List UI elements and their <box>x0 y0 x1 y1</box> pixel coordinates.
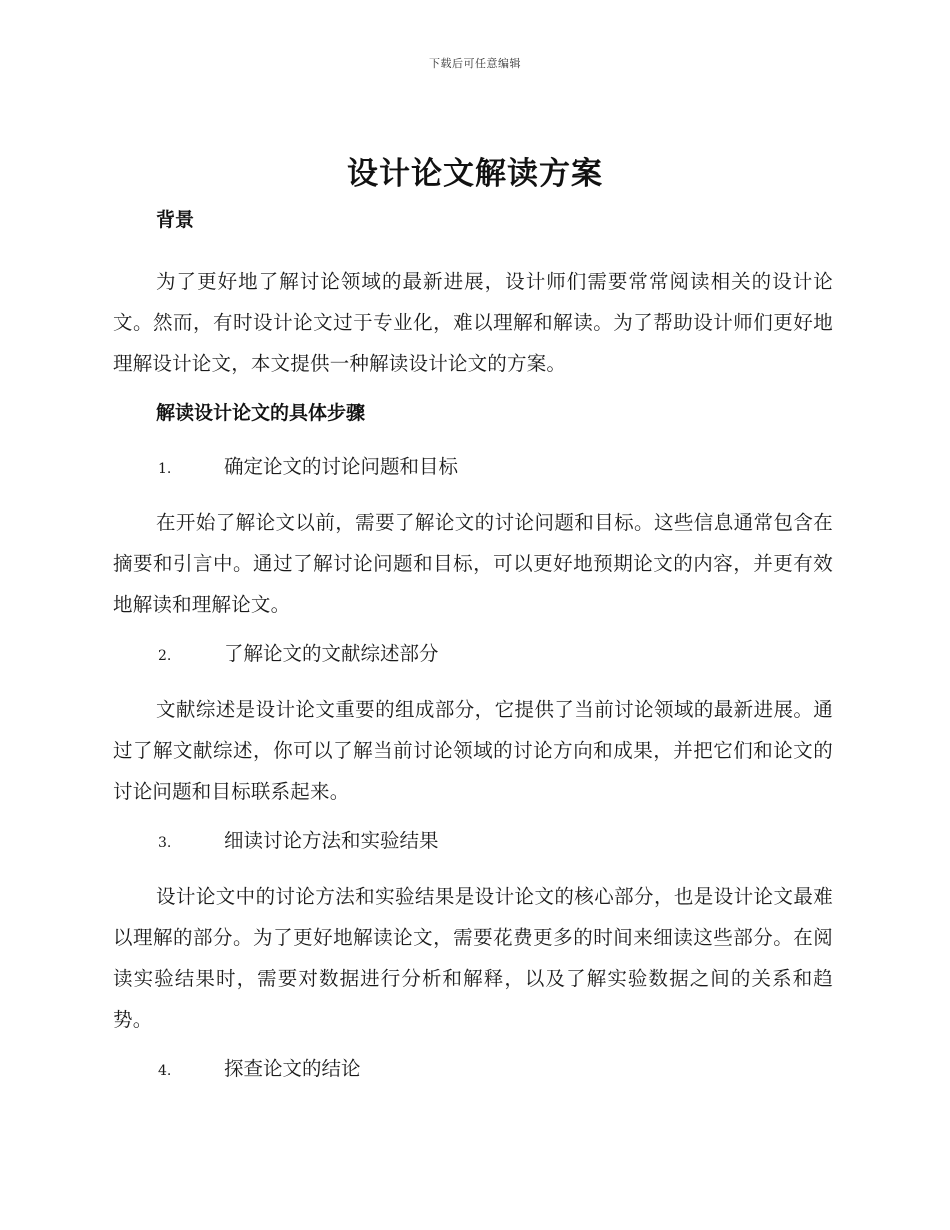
step-4-title <box>113 1054 833 1086</box>
background-paragraph: 为了更好地了解讨论领域的最新进展，设计师们需要常常阅读相关的设计论文。然而，有时设计论文过于专业化，难以理解和解读。为了帮助设计师们更好地理解设计论文，本文提供一种解读设计论文的方案。 <box>113 270 833 375</box>
step-2-label: 了解论文的文献综述部分 <box>224 642 439 665</box>
steps-heading: 解读设计论文的具体步骤 <box>156 402 366 424</box>
step-2-paragraph: 文献综述是设计论文重要的组成部分，它提供了当前讨论领域的最新进展。通过了解文献综述，你可以了解当前讨论领域的讨论方向和成果，并把它们和论文的讨论问题和目标联系起来。 <box>113 698 833 803</box>
step-1-number: 1. <box>158 461 172 477</box>
step-4-number: 4. <box>158 1063 172 1079</box>
step-3-title <box>113 826 833 858</box>
step-3-label: 细读讨论方法和实验结果 <box>224 829 439 852</box>
page-title: 设计论文解读方案 <box>347 156 603 192</box>
step-2-title <box>113 639 833 671</box>
header-note: 下载后可任意编辑 <box>429 57 521 70</box>
step-1-label: 确定论文的讨论问题和目标 <box>224 455 459 478</box>
background-heading: 背景 <box>156 209 195 231</box>
step-1-title <box>113 452 833 484</box>
step-4-label: 探查论文的结论 <box>224 1057 361 1080</box>
step-3-paragraph: 设计论文中的讨论方法和实验结果是设计论文的核心部分，也是设计论文最难以理解的部分。为了更好地解读论文，需要花费更多的时间来细读这些部分。在阅读实验结果时，需要对数据进行分析和解释，以及了解实验数据之间的关系和趋势。 <box>113 885 833 1031</box>
step-1-paragraph: 在开始了解论文以前，需要了解论文的讨论问题和目标。这些信息通常包含在摘要和引言中。通过了解讨论问题和目标，可以更好地预期论文的内容，并更有效地解读和理解论文。 <box>113 511 833 616</box>
step-2-number: 2. <box>158 648 172 664</box>
document-body <box>113 205 833 1086</box>
step-3-number: 3. <box>158 835 172 851</box>
